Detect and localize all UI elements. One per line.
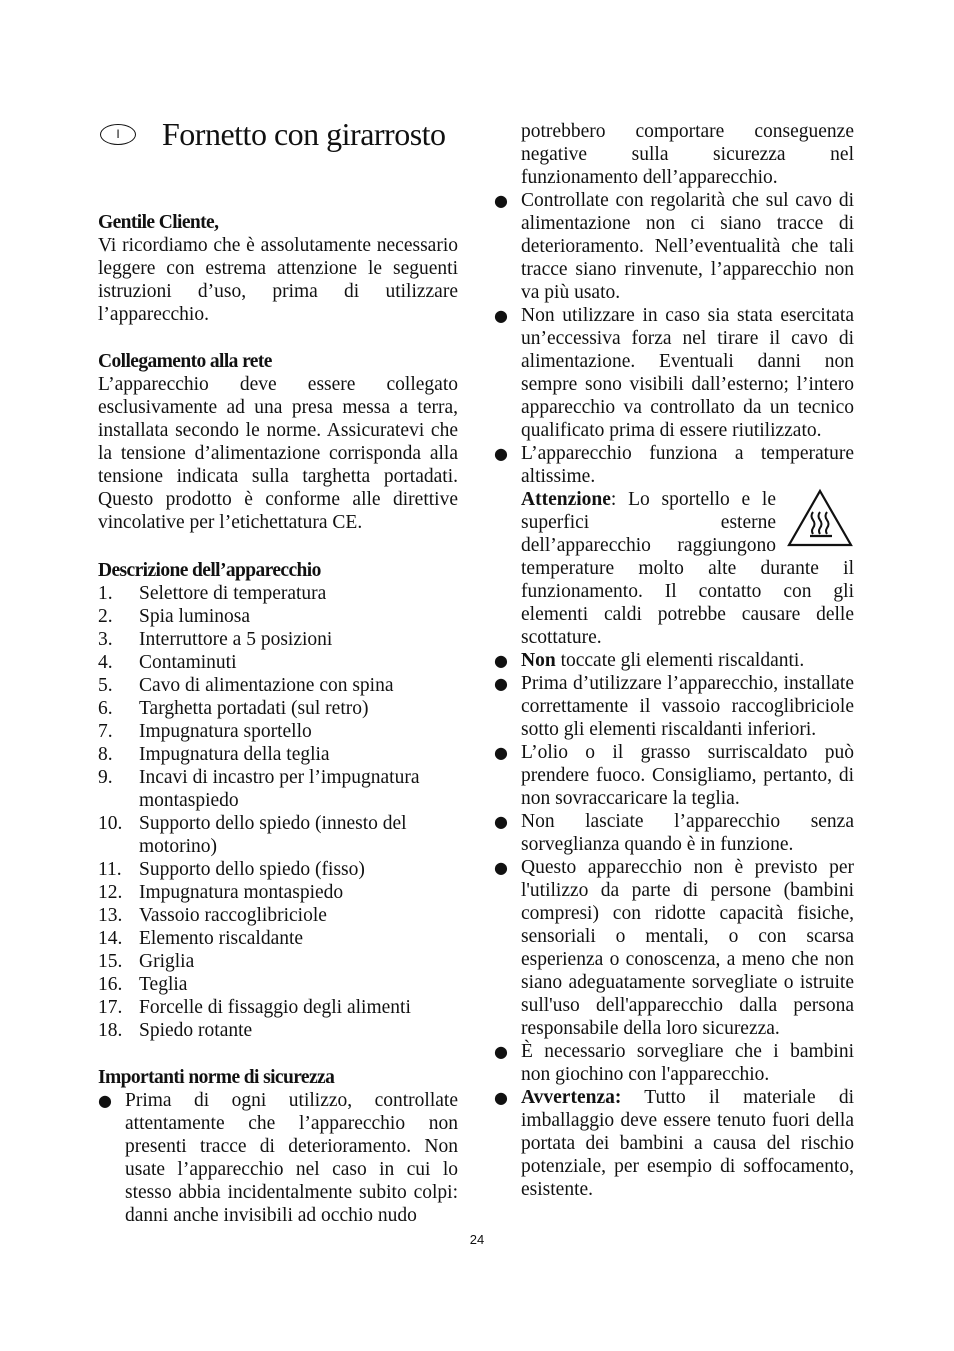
safety-bullet-2: [494, 189, 854, 304]
power-text: L’apparecchio deve essere collegato esclusivamente ad una presa messa a terra, installata secondo le norme. Assicuratevi che la tensione d’alimentazione corrisponda alla tensione indicata sulla targhetta portadati. Questo prodotto è conforme alle direttive vincolative per l’etichettatura CE.: [98, 374, 458, 533]
list-item-text: Impugnatura della teglia: [139, 744, 330, 765]
list-item: [98, 651, 458, 674]
list-item-number: 7.: [98, 721, 113, 742]
list-item-text: Griglia: [139, 951, 195, 972]
safety-bullet-4: [494, 442, 854, 488]
list-item: [98, 766, 458, 812]
safety-heading: Importanti norme di sicurezza: [98, 1067, 335, 1088]
page-title: Fornetto con girarrosto: [162, 116, 446, 152]
page-number: 24: [469, 1232, 485, 1247]
list-item-text: Vassoio raccoglibriciole: [139, 905, 327, 926]
safety-bullet-1: [98, 1089, 458, 1227]
list-item-text: Spia luminosa: [139, 606, 251, 627]
list-item-number: 6.: [98, 698, 113, 719]
list-item-text: Contaminuti: [139, 652, 237, 673]
list-item: [98, 720, 458, 743]
list-item-number: 5.: [98, 675, 113, 696]
parts-list: [98, 582, 458, 1042]
list-item: [98, 904, 458, 927]
description-section: [98, 559, 458, 1042]
warning-label: Attenzione: [521, 489, 611, 510]
list-item-number: 15.: [98, 951, 123, 972]
list-item-number: 11.: [98, 859, 122, 880]
bullet-text: Non utilizzare in caso sia stata esercitata un’eccessiva forza nel tirare il cavo di alimentazione. Eventuali danni non sempre sono visibili dall’esterno; l’intero apparecchio va controllato da un tecnico qualificato prima di essere riutilizzato.: [521, 305, 854, 441]
list-item-number: 3.: [98, 629, 113, 650]
list-item: [98, 582, 458, 605]
bullet-text: L’olio o il grasso surriscaldato può prendere fuoco. Consigliamo, pertanto, di non sovraccaricare la teglia.: [521, 742, 854, 809]
list-item: [98, 628, 458, 651]
bullet-text: Non toccate gli elementi riscaldanti.: [521, 650, 805, 671]
list-item-number: 4.: [98, 652, 113, 673]
list-item: [98, 674, 458, 697]
list-item-number: 17.: [98, 997, 123, 1018]
greeting-text: Vi ricordiamo che è assolutamente necessario leggere con estrema attenzione le seguenti istruzioni d’uso, prima di utilizzare l’apparecchio.: [98, 235, 458, 325]
bullet-dot: ●: [98, 1091, 112, 1110]
safety-bullet-9: [494, 856, 854, 1040]
list-item: [98, 605, 458, 628]
safety-bullet-3: [494, 304, 854, 442]
warning-paragraph: [494, 488, 854, 649]
greeting-heading: Gentile Cliente,: [98, 212, 219, 233]
list-item: [98, 950, 458, 973]
bullet-dot: ●: [494, 858, 508, 877]
list-item-number: 12.: [98, 882, 123, 903]
bullet-dot: ●: [494, 651, 508, 670]
list-item-text: Elemento riscaldante: [139, 928, 304, 949]
list-item: [98, 973, 458, 996]
bullet-text: Controllate con regolarità che sul cavo di alimentazione non ci siano tracce di deterioramento. Nell’eventualità che tali tracce siano rinvenute, l’apparecchio non va più usato.: [521, 190, 854, 303]
power-heading: Collegamento alla rete: [98, 351, 272, 372]
safety-bullet-11: [494, 1086, 854, 1201]
list-item-text: Interruttore a 5 posizioni: [139, 629, 333, 650]
description-heading: Descrizione dell’apparecchio: [98, 560, 321, 581]
list-item: [98, 996, 458, 1019]
bullet-text: L’apparecchio funziona a temperature altissime.: [521, 443, 854, 487]
list-item-number: 8.: [98, 744, 113, 765]
list-item-text: Spiedo rotante: [139, 1020, 253, 1041]
list-item: [98, 1019, 458, 1042]
safety-continued: [494, 120, 854, 1201]
bullet-dot: ●: [494, 812, 508, 831]
list-item-number: 18.: [98, 1020, 123, 1041]
list-item-number: 16.: [98, 974, 123, 995]
bullet-dot: ●: [494, 1088, 508, 1107]
safety-bullet-6: [494, 672, 854, 741]
list-item-number: 13.: [98, 905, 123, 926]
safety-bullet-1-continued: [494, 120, 854, 189]
bullet-dot: ●: [494, 191, 508, 210]
list-item: [98, 812, 458, 858]
list-item: [98, 743, 458, 766]
list-item-number: 9.: [98, 767, 113, 788]
bullet-dot: ●: [494, 1042, 508, 1061]
bullet-dot: ●: [494, 306, 508, 325]
list-item-text: Supporto dello spiedo (innesto del motorino): [139, 813, 407, 857]
bullet-text: Prima di ogni utilizzo, controllate attentamente che l’apparecchio non presenti tracce di deterioramento. Non usate l’apparecchio nel caso in cui lo stesso abbia incidentalmente subito colpi: danni anche invisibili ad occhio nudo: [125, 1090, 458, 1226]
safety-bullet-10: [494, 1040, 854, 1086]
list-item-text: Supporto dello spiedo (fisso): [139, 859, 365, 880]
hot-surface-warning-icon: [786, 488, 854, 548]
bullet-text: Avvertenza: Tutto il materiale di imballaggio deve essere tenuto fuori della portata dei bambini a causa del rischio potenziale, per esempio di soffocamento, esistente.: [521, 1087, 854, 1200]
list-item-number: 1.: [98, 583, 113, 604]
warning-text: Attenzione: Lo sportello e le superfici esterne dell’apparecchio raggiungono temperature molto alte durante il funzionamento. Il contatto con gli elementi caldi potrebbe causare delle scottature.: [521, 489, 854, 648]
safety-section: [98, 1066, 458, 1227]
list-item-text: Impugnatura sportello: [139, 721, 312, 742]
safety-bullet-8: [494, 810, 854, 856]
list-item: [98, 697, 458, 720]
list-item-number: 10.: [98, 813, 123, 834]
language-badge: I: [100, 124, 136, 145]
list-item-text: Forcelle di fissaggio degli alimenti: [139, 997, 411, 1018]
safety-bullet-7: [494, 741, 854, 810]
bullet-text: È necessario sorvegliare che i bambini non giochino con l'apparecchio.: [521, 1041, 854, 1085]
bullet-dot: ●: [494, 674, 508, 693]
list-item-text: Selettore di temperatura: [139, 583, 327, 604]
list-item-text: Incavi di incastro per l’impugnatura montaspiedo: [139, 767, 420, 811]
list-item-text: Cavo di alimentazione con spina: [139, 675, 394, 696]
bullet-text: Prima d’utilizzare l’apparecchio, installate correttamente il vassoio raccoglibriciole sotto gli elementi riscaldanti inferiori.: [521, 673, 854, 740]
list-item: [98, 858, 458, 881]
list-item-text: Targhetta portadati (sul retro): [139, 698, 369, 719]
list-item-text: Impugnatura montaspiedo: [139, 882, 344, 903]
bullet-text: potrebbero comportare conseguenze negative sulla sicurezza nel funzionamento dell’apparecchio.: [521, 121, 854, 188]
list-item: [98, 881, 458, 904]
list-item-number: 2.: [98, 606, 113, 627]
greeting-section: [98, 211, 458, 326]
safety-bullet-5: [494, 649, 854, 672]
list-item-text: Teglia: [139, 974, 188, 995]
list-item: [98, 927, 458, 950]
power-section: [98, 350, 458, 534]
bullet-dot: ●: [494, 444, 508, 463]
bullet-text: Non lasciate l’apparecchio senza sorveglianza quando è in funzione.: [521, 811, 854, 855]
list-item-number: 14.: [98, 928, 123, 949]
bullet-dot: ●: [494, 743, 508, 762]
bullet-text: Questo apparecchio non è previsto per l'utilizzo da parte di persone (bambini compresi) con ridotte capacità fisiche, sensoriali o mentali, o con scarsa esperienza o conoscenza, a meno che non siano adeguatamente sorvegliate o istruite sull'uso dell'apparecchio dalla persona responsabile della loro sicurezza.: [521, 857, 854, 1039]
